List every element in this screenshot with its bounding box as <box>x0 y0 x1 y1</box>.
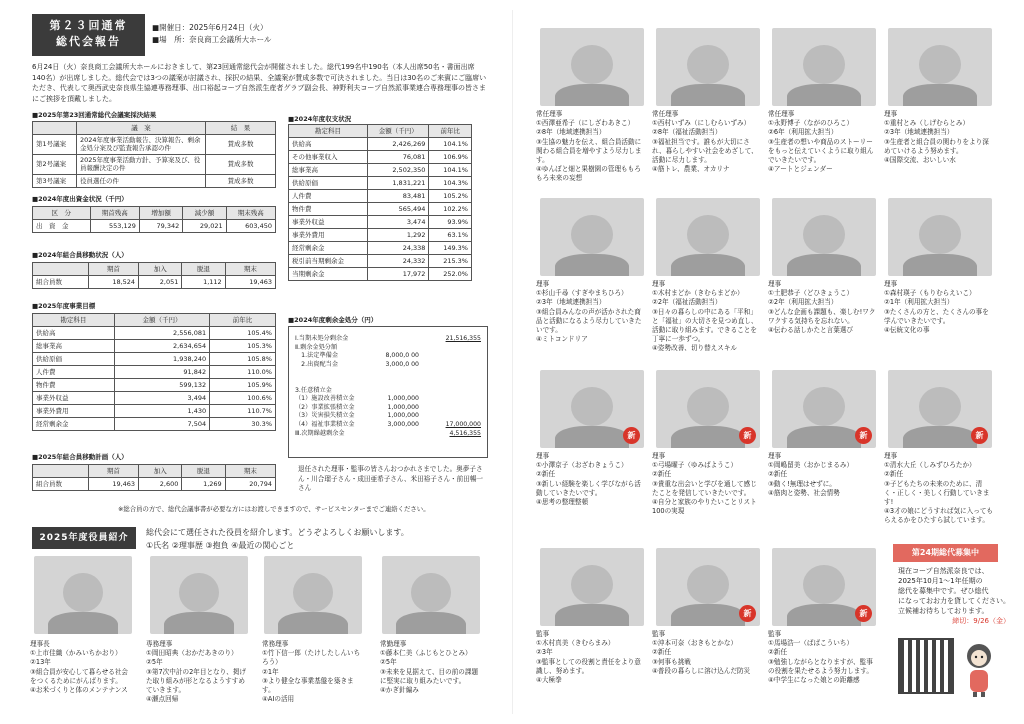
officer-profile <box>536 280 646 344</box>
officer-line: ①竹下信一郎（たけしたしんいちろう） <box>262 649 361 667</box>
table-row: 供給高 2,556,081 105.4% <box>33 327 276 340</box>
officer-line: ④アートとジェンダー <box>768 165 833 174</box>
officer-photo <box>34 556 132 634</box>
officer-line: ①弓場曜子（ゆみばようこ） <box>652 461 738 470</box>
table-row: 事業外収益 3,494 100.6% <box>33 392 276 405</box>
officer-role: 理事 <box>652 280 666 288</box>
officer-line: ②5年 <box>146 658 163 667</box>
officer-line: ④国際交流、おいしい水 <box>884 156 956 165</box>
surplus-labels: Ⅰ.当期未処分剰余金 Ⅱ.剰余金処分額 1.法定準備金 2.出資配当金 3.任意積立金 （1）施設改善積立金 （2）事業拡張積立金 （3）災害損失積立金 （4）福祉事業積立金 Ⅲ.次期繰越剰余金 <box>295 335 355 437</box>
footnote: ※総合員の方で、総代会議事書が必要な方にはお渡しできますので、サービスセンターまでご連絡ください。 <box>118 505 430 513</box>
officer-photo <box>264 556 362 634</box>
table-row: 総事業高 2,502,350 104.1% <box>289 164 472 177</box>
officer-role: 常務理事 <box>262 640 289 648</box>
officer-line: ④瀬点回帰 <box>146 695 179 704</box>
officer-profile <box>768 280 878 335</box>
table-row: 経常剰余金 7,504 30.3% <box>33 418 276 431</box>
officer-line: ①上市佳織（かみいちかおり） <box>30 649 122 658</box>
officer-line: ①藤本仁美（ふじもとひとみ） <box>380 649 472 658</box>
officer-role: 理事 <box>768 280 782 288</box>
officer-photo <box>888 198 992 276</box>
officer-role: 理事 <box>884 110 898 118</box>
officer-line: ④自分と家族のやりたいことリスト100の実現 <box>652 498 757 516</box>
officer-line: ③何事も挑戦 <box>652 657 691 666</box>
table-row: 事業外費用 1,292 63.1% <box>289 229 472 242</box>
officer-line: ②新任 <box>652 648 672 657</box>
officer-line: ④AIの活用 <box>262 695 295 704</box>
mascot-illustration <box>962 640 996 698</box>
officer-photo <box>656 28 760 106</box>
report-title: 第２３回通常 総代会報告 <box>32 14 145 56</box>
surplus-right: 21,516,355 17,000,000 4,516,355 <box>445 335 481 437</box>
officer-profile <box>652 280 762 354</box>
officer-line: ②1年（利用拡大担当） <box>884 298 954 307</box>
officer-photo <box>150 556 248 634</box>
officer-line: ②5年 <box>380 658 397 667</box>
officer-profile <box>536 110 646 184</box>
officer-line: ②1年 <box>262 667 279 676</box>
members-table: 期首 加入 脱退 期末 組合員数 18,524 2,051 1,112 19,463 <box>32 262 276 289</box>
officer-line: ④普段の暮らしに溶け込んだ防災 <box>652 666 751 675</box>
meeting-meta <box>152 22 271 46</box>
officer-line: ②2年（福祉活動担当） <box>652 298 722 307</box>
officer-line: ③たくさんの方と、たくさんの事を学んでいきたいです。 <box>884 307 989 325</box>
table-row: 税引前当期剰余金 24,332 215.3% <box>289 255 472 268</box>
officer-profile <box>884 452 994 526</box>
officer-line: ③生協の魅力を伝え、組合員活動に関わる組合員を増やすよう尽力します。 <box>536 137 642 165</box>
new-badge: 新 <box>739 427 756 444</box>
table-row: 供給原価 1,938,240 105.8% <box>33 353 276 366</box>
officer-line: ④中学生になった娘との距離感 <box>768 676 860 685</box>
officer-line: ②2年（利用拡大担当） <box>768 298 838 307</box>
table-row: 組合員数 19,463 2,600 1,269 20,794 <box>33 478 276 491</box>
officer-line: ①岡田昭典（おかだあきのり） <box>146 649 238 658</box>
officer-line: ③貴重な出会いと学びを通して感じたことを発信していきたいです。 <box>652 479 757 497</box>
plan-heading: ■ 2025年組合員移動計画（人） <box>32 453 128 461</box>
officer-line: ②13年 <box>30 658 51 667</box>
officer-profile <box>536 452 646 507</box>
members-heading: ■ 2024年組合員移動状況（人） <box>32 251 128 259</box>
officer-line: ③どんな企画も課題も、楽しむ!ワクワクする気持ちを忘れない。 <box>768 307 876 325</box>
officer-profile <box>884 280 994 335</box>
officer-role: 理事長 <box>30 640 50 648</box>
officer-line: ③福祉担当です。誰もが大切にされ、暮らしやすい社会をめざして、活動に尽力します。 <box>652 137 758 165</box>
officer-line: ②3年（地域連携担当） <box>536 298 606 307</box>
officer-role: 理事 <box>768 452 782 460</box>
officer-role: 常任理事 <box>652 110 679 118</box>
officer-line: ③監事としての役割と責任をより意識し、努めます。 <box>536 657 641 675</box>
officer-line: ④筋肉と姿勢、社会情勢 <box>768 488 840 497</box>
recruit-text: 現在コープ自然派奈良では、 2025年10月1〜1年任期の 総代を募集中です。ぜひ総代 になっておお力を貸してください。 立候補お待ちしております。 締切：9/26（金） <box>898 567 1010 625</box>
table-row: 供給高 2,426,269 104.1% <box>289 138 472 151</box>
recruit-heading: 第24期総代募集中 <box>893 544 998 562</box>
officer-photo <box>540 28 644 106</box>
officer-role: 理事 <box>884 280 898 288</box>
officer-line: ①西澤亜希子（にしざわあきこ） <box>536 119 635 128</box>
officer-profile <box>652 110 762 174</box>
officer-line: ④かぎ針編み <box>380 686 419 695</box>
officer-line: ①木村まどか（きむらまどか） <box>652 289 744 298</box>
officer-profile <box>380 640 484 695</box>
income-table: 勘定科目 金額（千円） 前年比 供給高 2,426,269 104.1% その他事業収入 76,081 106.9% 総事業高 2,502,350 104.1% 供給原価 1,831,221 104.3% 人件費 83,481 105.2% 物件費 565,494 102.2% 事業外収益 3,474 93.9% 事業外費用 1,292 63.1% 経常剰余金 24,338 149.3% 税引前当期剰余金 24,332 215.3% 当期剰余金 17,972 252.0% <box>288 124 472 281</box>
table-row: 経常剰余金 24,338 149.3% <box>289 242 472 255</box>
new-badge: 新 <box>855 427 872 444</box>
recruit-deadline: 締切：9/26（金） <box>952 617 1010 625</box>
officer-line: ②新任 <box>536 470 556 479</box>
new-badge: 新 <box>623 427 640 444</box>
table-row: 事業外費用 1,430 110.7% <box>33 405 276 418</box>
officer-line: ③子どもたちの未来のために、清く・正しく・美しく行動していきます! <box>884 479 990 507</box>
income-heading: ■ 2024年度収支状況 <box>288 115 351 123</box>
officer-role: 監事 <box>536 630 550 638</box>
officer-line: ②3年（地域連携担当） <box>884 128 954 137</box>
officer-photo <box>540 548 644 626</box>
table-row: 第2号議案 2025年度事業活動方針、予算案及び、役員報酬決定の件 賛成多数 <box>33 154 276 174</box>
officer-line: ③組合員みんなの声が活かされた商品と活動になるよう尽力していきたいです。 <box>536 307 642 335</box>
officer-photo <box>656 370 760 448</box>
officer-line: ②6年（利用拡大担当） <box>768 128 838 137</box>
table-row: 人件費 83,481 105.2% <box>289 190 472 203</box>
officer-line: ②8年（地域連携担当） <box>536 128 606 137</box>
results-table: 議 案 結 果 第1号議案 2024年度事業活動報告、決算報告、剰余金処分案及び監査報告承認の件 賛成多数 第2号議案 2025年度事業活動方針、予算案及び、役員報酬決定の件 賛成多数 第3号議案 役員選任の件 賛成多数 <box>32 121 276 188</box>
officer-photo <box>888 370 992 448</box>
officer-line: ②新任 <box>768 470 788 479</box>
capital-table: 区 分 期首残高 増加額 減少額 期末残高 出 資 金 553,129 79,342 29,021 603,450 <box>32 206 276 233</box>
table-row: 組合員数 18,524 2,051 1,112 19,463 <box>33 276 276 289</box>
officer-profile <box>768 630 878 685</box>
officer-line: ①馬場浩一（ばばこういち） <box>768 639 854 648</box>
officer-profile <box>30 640 134 695</box>
table-row: 総事業高 2,634,654 105.3% <box>33 340 276 353</box>
officer-line: ①木村真美（きむらまみ） <box>536 639 615 648</box>
officer-role: 理事 <box>652 452 666 460</box>
officer-line: ④筋トレ、農業、オカリナ <box>652 165 730 174</box>
officer-line: ①岡嶋留美（おかじまるみ） <box>768 461 854 470</box>
table-row: 出 資 金 553,129 79,342 29,021 603,450 <box>33 220 276 233</box>
officer-photo <box>772 28 876 106</box>
qr-code[interactable] <box>898 638 954 694</box>
officer-line: ③より健全な事業基盤を築きます。 <box>262 676 354 695</box>
officer-line: ①清水大丘（しみずひろたか） <box>884 461 976 470</box>
surplus-heading: ■ 2024年度剰余金処分（円） <box>288 316 377 324</box>
officer-line: ①杉山千尋（すぎやまちひろ） <box>536 289 628 298</box>
officer-photo <box>888 28 992 106</box>
officer-photo <box>656 548 760 626</box>
new-badge: 新 <box>971 427 988 444</box>
surplus-mid: 8,000,0 00 3,000,0 00 1,000,000 1,000,000 1,000,000 3,000,000 <box>385 352 419 428</box>
officer-role: 常勤理事 <box>380 640 407 648</box>
officer-line: ③生産者と組合員の関わりをより深めていけるよう努めます。 <box>884 137 989 155</box>
officer-photo <box>540 198 644 276</box>
goals-heading: ■ 2025年度事業目標 <box>32 302 95 310</box>
officer-role: 理事 <box>536 280 550 288</box>
retire-note: 退任された理事・監事の皆さんおつかれさまでした。奥夢子さん・川合瑠子さん・成田亜希子さん、米田裕子さん・前田暢一さん <box>298 465 484 492</box>
officer-profile <box>652 452 762 516</box>
officer-line: ①沖本可奈（おきもとかな） <box>652 639 738 648</box>
officer-profile <box>652 630 762 676</box>
capital-heading: ■ 2024年度出資金状況（千円） <box>32 195 128 203</box>
officer-line: ②新任 <box>768 648 788 657</box>
officer-role: 理事 <box>884 452 898 460</box>
table-row: 第3号議案 役員選任の件 賛成多数 <box>33 174 276 187</box>
officer-photo <box>772 198 876 276</box>
officer-role: 常任理事 <box>536 110 563 118</box>
officer-profile <box>146 640 250 704</box>
officer-line: ①重村とみ（しげむらとみ） <box>884 119 970 128</box>
new-badge: 新 <box>739 605 756 622</box>
officer-line: ②新任 <box>884 470 904 479</box>
table-row: 当期剰余金 17,972 252.0% <box>289 268 472 281</box>
officer-line: ②新任 <box>652 470 672 479</box>
officer-profile <box>262 640 366 704</box>
officer-line: ④ミトコンドリア <box>536 335 588 344</box>
new-badge: 新 <box>855 605 872 622</box>
officer-role: 監事 <box>768 630 782 638</box>
officer-line: ④姿勢改善、切り替えスキル <box>652 344 737 353</box>
page-divider <box>512 10 513 714</box>
officer-line: ②8年（福祉活動担当） <box>652 128 722 137</box>
officer-profile <box>536 630 646 685</box>
plan-table: 期首 加入 脱退 期末 組合員数 19,463 2,600 1,269 20,794 <box>32 464 276 491</box>
officer-line: ③新しい経験を楽しく学びながら活動していきたいです。 <box>536 479 641 497</box>
officer-photo <box>772 370 876 448</box>
table-row: 供給原価 1,831,221 104.3% <box>289 177 472 190</box>
table-row: 物件費 565,494 102.2% <box>289 203 472 216</box>
officer-photo <box>772 548 876 626</box>
goals-table: 勘定科目 金額（千円） 前年比 供給高 2,556,081 105.4% 総事業高 2,634,654 105.3% 供給原価 1,938,240 105.8% 人件費 91,842 110.0% 物件費 599,132 105.9% 事業外収益 3,494 100.6% 事業外費用 1,430 110.7% 経常剰余金 7,504 30.3% <box>32 313 276 431</box>
officer-line: ③生産者の想いや商品のストーリーをもっと伝えていくように取り組んでいきたいです。 <box>768 137 874 165</box>
intro-text: 6月24日（火）奈良商工会議所大ホールにおきまして、第23回通常総代会が開催されました。総代199名中190名（本人出席50名・書面出席140名）が出席しました。総代会では3つの議案が討議され、採択の結果、全議案が賛成多数で可決されました。当日は30名のご来賓にご臨席いただき、代表して奥西武史奈良県生協連専務理事、出口裕起コープ自然派生産者グラブ副会長、神野利夫コープ自然派事業連合専務理事の皆さまにご挨拶を頂戴しました。 <box>32 63 487 103</box>
officers-intro: 総代会にて選任された役員を紹介します。どうぞよろしくお願いします。 ①氏名 ②理事歴 ③抱負 ④最近の関心ごと <box>146 528 409 550</box>
officer-line: ③勉強しながらとなりますが、監事の役割を果たせるよう努力します。 <box>768 657 873 675</box>
officer-photo <box>540 370 644 448</box>
officer-role: 専務理事 <box>146 640 173 648</box>
officer-line: ①西村いずみ（にしむらいずみ） <box>652 119 751 128</box>
officer-line: ④ゆんぼと畑と果樹園の管理ももろもろ未来の妄想 <box>536 165 641 183</box>
officer-line: ④伝統文化の事 <box>884 326 930 335</box>
officer-photo <box>382 556 480 634</box>
officer-role: 理事 <box>536 452 550 460</box>
officer-line: ④3才の娘にどうすれば気に入ってもらえるかをひたすら試しています。 <box>884 507 994 525</box>
officer-line: ④お米づくりと体のメンテナンス <box>30 686 128 695</box>
officer-role: 監事 <box>652 630 666 638</box>
table-row: その他事業収入 76,081 106.9% <box>289 151 472 164</box>
officer-profile <box>768 110 878 174</box>
meeting-place: ■場 所：奈良商工会議所大ホール <box>152 35 272 44</box>
officer-profile <box>884 110 994 165</box>
officer-photo <box>656 198 760 276</box>
officer-line: ③動く!無理はせずに。 <box>768 479 836 488</box>
officer-line: ④大極拳 <box>536 676 562 685</box>
table-row: 事業外収益 3,474 93.9% <box>289 216 472 229</box>
table-row: 人件費 91,842 110.0% <box>33 366 276 379</box>
officers-heading: 2025年度役員紹介 <box>32 527 136 549</box>
officer-line: ③未来を見据えて、目の前の課題に堅実に取り組みたいです。 <box>380 667 479 685</box>
officer-line: ①森村瑛子（もりむらえいこ） <box>884 289 976 298</box>
officer-line: ③組合員が安心して暮らせる社会をつくるためにがんばります。 <box>30 667 129 685</box>
officer-profile <box>768 452 878 498</box>
officer-line: ④伝わる話しかたと言葉選び <box>768 326 854 335</box>
officer-line: ①土肥恭子（どひきょうこ） <box>768 289 854 298</box>
table-row: 物件費 599,132 105.9% <box>33 379 276 392</box>
officer-line: ①小澤京子（おざわきょうこ） <box>536 461 628 470</box>
officer-line: ③第7次中計の2年目となり、掲げた取り組みが形となるようすすめていきます。 <box>146 667 247 695</box>
officer-line: ④思考の整理整頓 <box>536 498 589 507</box>
table-row: 第1号議案 2024年度事業活動報告、決算報告、剰余金処分案及び監査報告承認の件 賛成多数 <box>33 135 276 155</box>
officer-line: ③日々の暮らしの中にある「平和」と「福祉」の大切さを見つめ直し、活動に取り組みます。できることを丁寧に一歩ずつ。 <box>652 307 758 344</box>
surplus-box <box>288 326 488 458</box>
officer-line: ②3年 <box>536 648 553 657</box>
meeting-date: ■開催日：2025年6月24日（火） <box>152 23 268 32</box>
officer-line: ①永野博子（ながのひろこ） <box>768 119 854 128</box>
officer-role: 常任理事 <box>768 110 795 118</box>
results-heading: ■ 2025年第23回通常総代会議案採決結果 <box>32 111 156 119</box>
